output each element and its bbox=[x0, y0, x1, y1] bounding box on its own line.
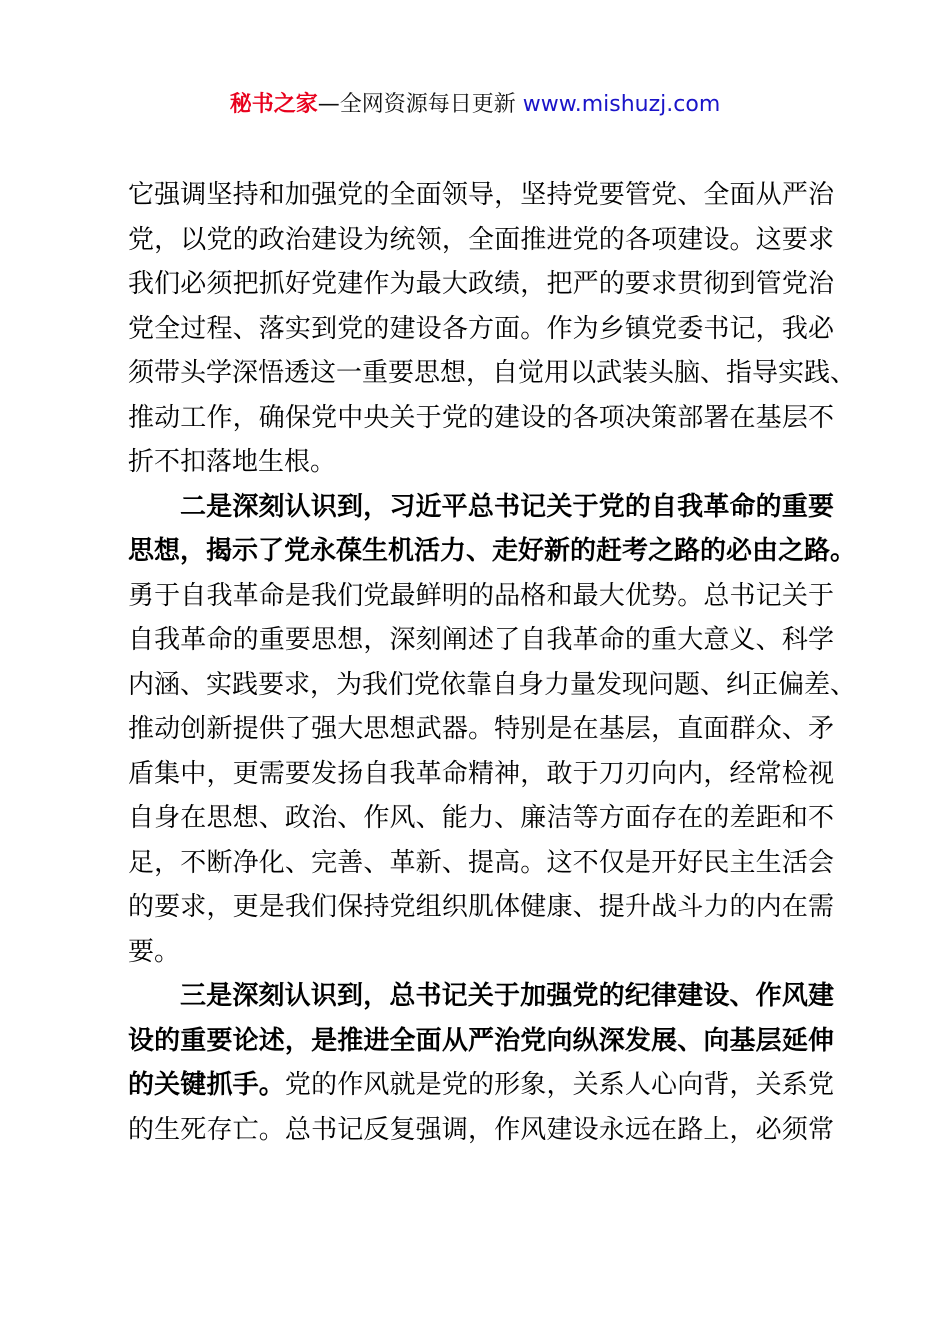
text-line: 我们必须把抓好党建作为最大政绩，把严的要求贯彻到管党治 bbox=[128, 269, 834, 299]
site-slogan: —全网资源每日更新 bbox=[317, 92, 523, 117]
text-line: 的生死存亡。总书记反复强调，作风建设永远在路上，必须常 bbox=[128, 1114, 834, 1145]
document-body bbox=[128, 173, 857, 1152]
bold-heading-line: 思想，揭示了党永葆生机活力、走好新的赶考之路的必由之路。 bbox=[128, 536, 857, 566]
text-line: 党，以党的政治建设为统领，全面推进党的各项建设。这要求 bbox=[128, 224, 834, 255]
site-header bbox=[0, 88, 950, 122]
text-line: 自我革命的重要思想，深刻阐述了自我革命的重大意义、科学 bbox=[128, 625, 834, 655]
bold-heading-fragment: 的关键抓手。 bbox=[128, 1070, 285, 1100]
text-line: 推动工作，确保党中央关于党的建设的各项决策部署在基层不 bbox=[128, 402, 834, 433]
site-brand: 秘书之家 bbox=[229, 92, 318, 117]
text-fragment: 党的作风就是党的形象，关系人心向背，关系党 bbox=[284, 1070, 834, 1100]
text-line: 自身在思想、政治、作风、能力、廉洁等方面存在的差距和不 bbox=[128, 803, 834, 833]
text-line: 的要求，更是我们保持党组织肌体健康、提升战斗力的内在需 bbox=[128, 892, 834, 922]
bold-heading-line: 三是深刻认识到，总书记关于加强党的纪律建设、作风建 bbox=[180, 981, 834, 1011]
site-url-link[interactable]: www.mishuzj.com bbox=[522, 92, 721, 117]
text-line: 它强调坚持和加强党的全面领导，坚持党要管党、全面从严治 bbox=[128, 180, 834, 210]
text-line: 内涵、实践要求，为我们党依靠自身力量发现问题、纠正偏差、 bbox=[128, 669, 857, 700]
text-line: 足，不断净化、完善、革新、提高。这不仅是开好民主生活会 bbox=[128, 847, 834, 878]
text-line: 勇于自我革命是我们党最鲜明的品格和最大优势。总书记关于 bbox=[128, 580, 834, 611]
text-line: 推动创新提供了强大思想武器。特别是在基层，直面群众、矛 bbox=[128, 714, 834, 744]
bold-heading-line: 设的重要论述，是推进全面从严治党向纵深发展、向基层延伸 bbox=[128, 1025, 834, 1056]
text-line: 盾集中，更需要发扬自我革命精神，敢于刀刃向内，经常检视 bbox=[128, 758, 834, 789]
text-line: 须带头学深悟透这一重要思想，自觉用以武装头脑、指导实践、 bbox=[128, 358, 857, 388]
text-line: 党全过程、落实到党的建设各方面。作为乡镇党委书记，我必 bbox=[128, 313, 834, 344]
mixed-text-line bbox=[128, 1063, 834, 1108]
text-line: 要。 bbox=[128, 936, 181, 967]
bold-heading-line: 二是深刻认识到，习近平总书记关于党的自我革命的重要 bbox=[180, 491, 834, 522]
text-line: 折不扣落地生根。 bbox=[128, 447, 337, 477]
